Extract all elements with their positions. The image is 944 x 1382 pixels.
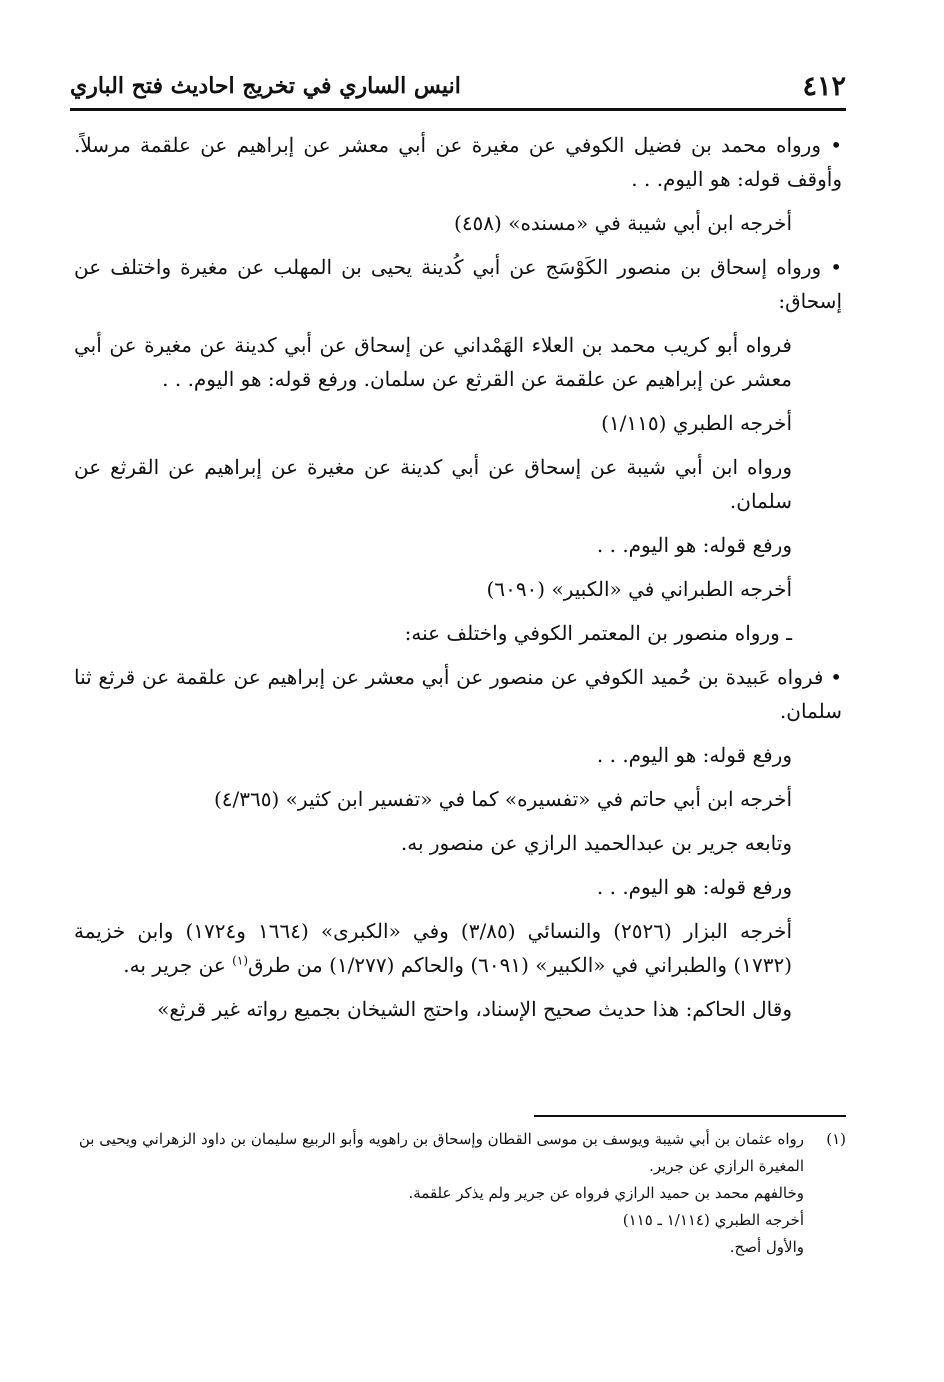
paragraph: أخرجه الطبري (١/١١٥): [601, 411, 792, 435]
footnote-marker[interactable]: (١): [232, 953, 248, 968]
footnote-line: رواه عثمان بن أبي شيبة ويوسف بن موسى القطان وإسحاق بن راهويه وأبو الربيع سليمان بن داود الزهراني ويحيى بن المغيرة الرازي عن جرير.: [78, 1130, 804, 1175]
paragraph: • فرواه عَبيدة بن حُميد الكوفي عن منصور عن أبي معشر عن إبراهيم عن علقمة عن قرثع ثنا سلمان.: [74, 665, 842, 723]
closing-paragraph: وقال الحاكم: هذا حديث صحيح الإسناد، واحتج الشيخان بجميع رواته غير قرثع»: [157, 997, 792, 1021]
paragraph: وتابعه جرير بن عبدالحميد الرازي عن منصور به.: [400, 831, 792, 855]
footnote-1: [72, 1126, 846, 1261]
running-title: انيس الساري في تخريج احاديث فتح الباري: [70, 73, 461, 99]
page-header: [70, 66, 846, 106]
paragraph: ورفع قوله: هو اليوم. . .: [596, 743, 792, 767]
footnote-number: (١): [826, 1130, 846, 1148]
paragraph: أخرجه الطبراني في «الكبير» (٦٠٩٠): [486, 577, 792, 601]
paragraph-list: [74, 128, 842, 904]
paragraph: • ورواه محمد بن فضيل الكوفي عن مغيرة عن أبي معشر عن إبراهيم عن علقمة مرسلاً. وأوقف قوله: هو اليوم. . .: [74, 133, 843, 191]
paragraph: ورواه ابن أبي شيبة عن إسحاق عن أبي كدينة عن مغيرة عن إبراهيم عن القرثع عن سلمان.: [74, 455, 792, 513]
footnotes: [72, 1126, 846, 1261]
paragraph: ورفع قوله: هو اليوم. . .: [596, 875, 792, 899]
paragraph: أخرجه ابن أبي شيبة في «مسنده» (٤٥٨): [454, 211, 792, 235]
page-number: ٤١٢: [802, 70, 846, 102]
takhrij-text-end: عن جرير به.: [123, 953, 233, 977]
footnote-body: [72, 1126, 804, 1261]
paragraph: ورفع قوله: هو اليوم. . .: [596, 533, 792, 557]
footnote-rule: [534, 1115, 846, 1117]
footnote-line: أخرجه الطبري (١/١١٤ ـ ١١٥): [622, 1211, 804, 1229]
paragraph: فرواه أبو كريب محمد بن العلاء الهَمْداني عن إسحاق عن أبي كدينة عن مغيرة عن أبي معشر عن إبراهيم عن علقمة عن القرثع عن سلمان. ورفع قوله: هو اليوم. . .: [74, 333, 792, 391]
paragraph: أخرجه ابن أبي حاتم في «تفسيره» كما في «تفسير ابن كثير» (٤/٣٦٥): [213, 787, 792, 811]
header-rule: [70, 108, 846, 111]
paragraph: • ورواه إسحاق بن منصور الكَوْسَج عن أبي كُدينة يحيى بن المهلب عن مغيرة واختلف عن إسحاق:: [74, 255, 842, 313]
footnote-line: والأول أصح.: [729, 1238, 804, 1256]
footnote-line: وخالفهم محمد بن حميد الرازي فرواه عن جرير ولم يذكر علقمة.: [408, 1184, 804, 1202]
main-text: [74, 128, 842, 1036]
takhrij-paragraph: [74, 914, 842, 982]
paragraph: ـ ورواه منصور بن المعتمر الكوفي واختلف عنه:: [404, 621, 792, 645]
takhrij-text: أخرجه البزار (٢٥٢٦) والنسائي (٣/٨٥) وفي «الكبرى» (١٦٦٤ و١٧٢٤) وابن خزيمة (١٧٣٢) والطبراني في «الكبير» (٦٠٩١) والحاكم (١/٢٧٧) من طرق: [74, 919, 792, 977]
